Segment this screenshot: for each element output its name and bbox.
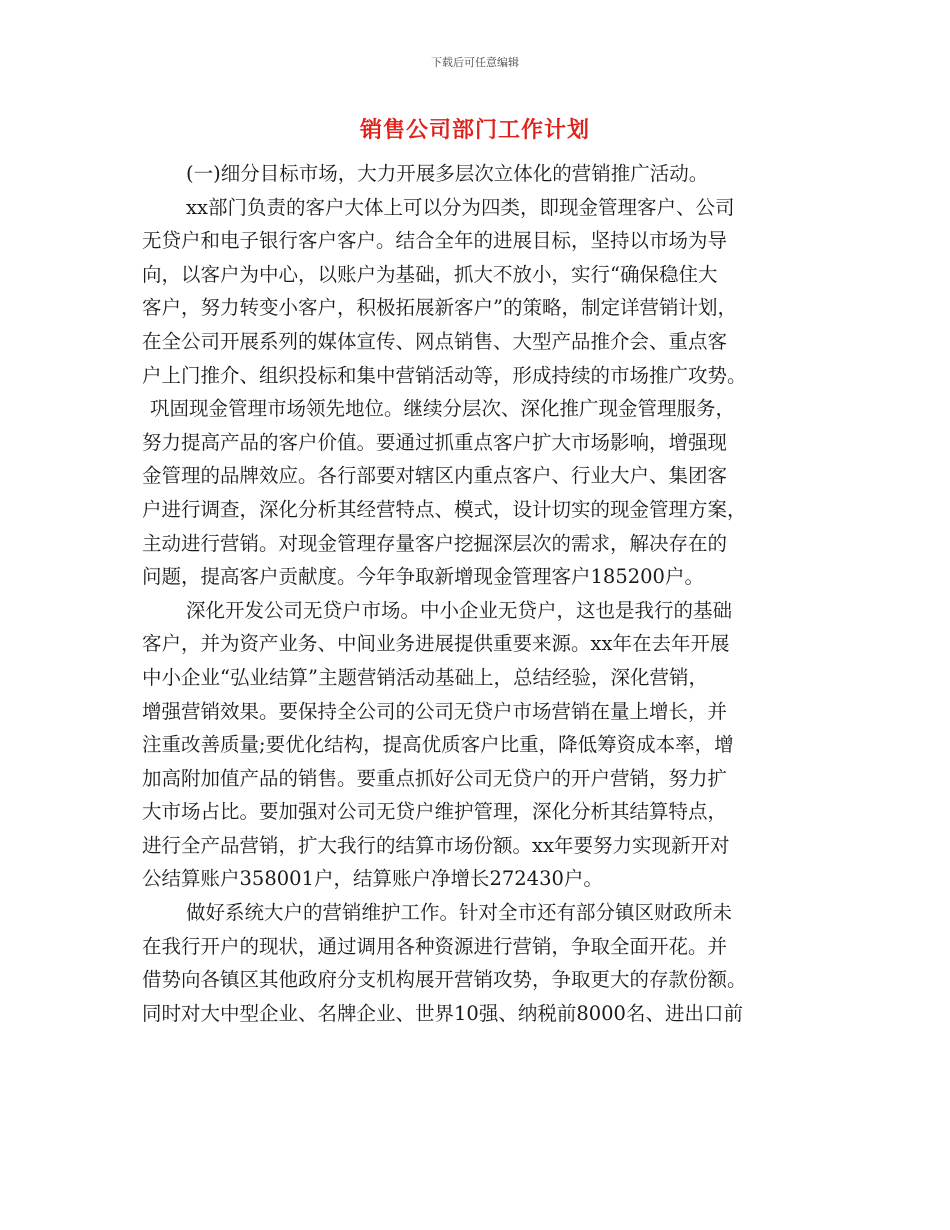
paragraph-line: 向，以客户为中心，以账户为基础，抓大不放小，实行“确保稳住大 xyxy=(142,262,718,286)
document-body xyxy=(142,157,810,1030)
paragraph-1 xyxy=(142,157,810,191)
paragraph-line: 户进行调查，深化分析其经营特点、模式，设计切实的现金管理方案， xyxy=(142,497,747,521)
paragraph-5 xyxy=(142,896,810,1030)
header-note: 下载后可任意编辑 xyxy=(431,56,519,69)
paragraph-line: 借势向各镇区其他政府分支机构展开营销攻势，争取更大的存款份额。 xyxy=(142,968,747,992)
paragraph-line: 无贷户和电子银行客户客户。结合全年的进展目标，坚持以市场为导 xyxy=(142,229,728,253)
paragraph-line: 公结算账户358001户，结算账户净增长272430户。 xyxy=(142,867,603,891)
paragraph-line: 进行全产品营销，扩大我行的结算市场份额。xx年要努力实现新开对 xyxy=(142,833,730,857)
paragraph-line: xx部门负责的客户大体上可以分为四类，即现金管理客户、公司 xyxy=(186,195,735,219)
paragraph-line: 客户，并为资产业务、中间业务进展提供重要来源。xx年在去年开展 xyxy=(142,632,730,656)
paragraph-line: 大市场占比。要加强对公司无贷户维护管理，深化分析其结算特点， xyxy=(142,800,728,824)
paragraph-line: 增强营销效果。要保持全公司的公司无贷户市场营销在量上增长，并 xyxy=(142,699,728,723)
paragraph-line: 客户，努力转变小客户，积极拓展新客户”的策略，制定详营销计划， xyxy=(142,296,737,320)
paragraph-line: 问题，提高客户贡献度。今年争取新增现金管理客户185200户。 xyxy=(142,565,704,589)
paragraph-line: 巩固现金管理市场领先地位。继续分层次、深化推广现金管理服务， xyxy=(150,397,736,421)
paragraph-line: 同时对大中型企业、名牌企业、世界10强、纳税前8000名、进出口前 xyxy=(142,1001,743,1025)
paragraph-line: 做好系统大户的营销维护工作。针对全市还有部分镇区财政所未 xyxy=(186,901,733,925)
paragraph-line: 金管理的品牌效应。各行部要对辖区内重点客户、行业大户、集团客 xyxy=(142,464,728,488)
paragraph-line: 中小企业“弘业结算”主题营销活动基础上，总结经验，深化营销， xyxy=(142,665,708,689)
document-title: 销售公司部门工作计划 xyxy=(359,118,590,143)
paragraph-line: 主动进行营销。对现金管理存量客户挖掘深层次的需求，解决存在的 xyxy=(142,531,728,555)
paragraph-line: 深化开发公司无贷户市场。中小企业无贷户，这也是我行的基础 xyxy=(186,598,733,622)
paragraph-line: 在我行开户的现状，通过调用各种资源进行营销，争取全面开花。并 xyxy=(142,934,728,958)
paragraph-3 xyxy=(142,392,810,594)
paragraph-line: 户上门推介、组织投标和集中营销活动等，形成持续的市场推广攻势。 xyxy=(142,363,747,387)
paragraph-4 xyxy=(142,594,810,896)
paragraph-line: 努力提高产品的客户价值。要通过抓重点客户扩大市场影响，增强现 xyxy=(142,430,728,454)
paragraph-line: 注重改善质量;要优化结构，提高优质客户比重，降低筹资成本率，增 xyxy=(142,733,734,757)
paragraph-2 xyxy=(142,191,810,393)
paragraph-line: 在全公司开展系列的媒体宣传、网点销售、大型产品推介会、重点客 xyxy=(142,329,728,353)
paragraph-line: 加高附加值产品的销售。要重点抓好公司无贷户的开户营销，努力扩 xyxy=(142,766,728,790)
paragraph-line: (一)细分目标市场，大力开展多层次立体化的营销推广活动。 xyxy=(186,162,709,185)
